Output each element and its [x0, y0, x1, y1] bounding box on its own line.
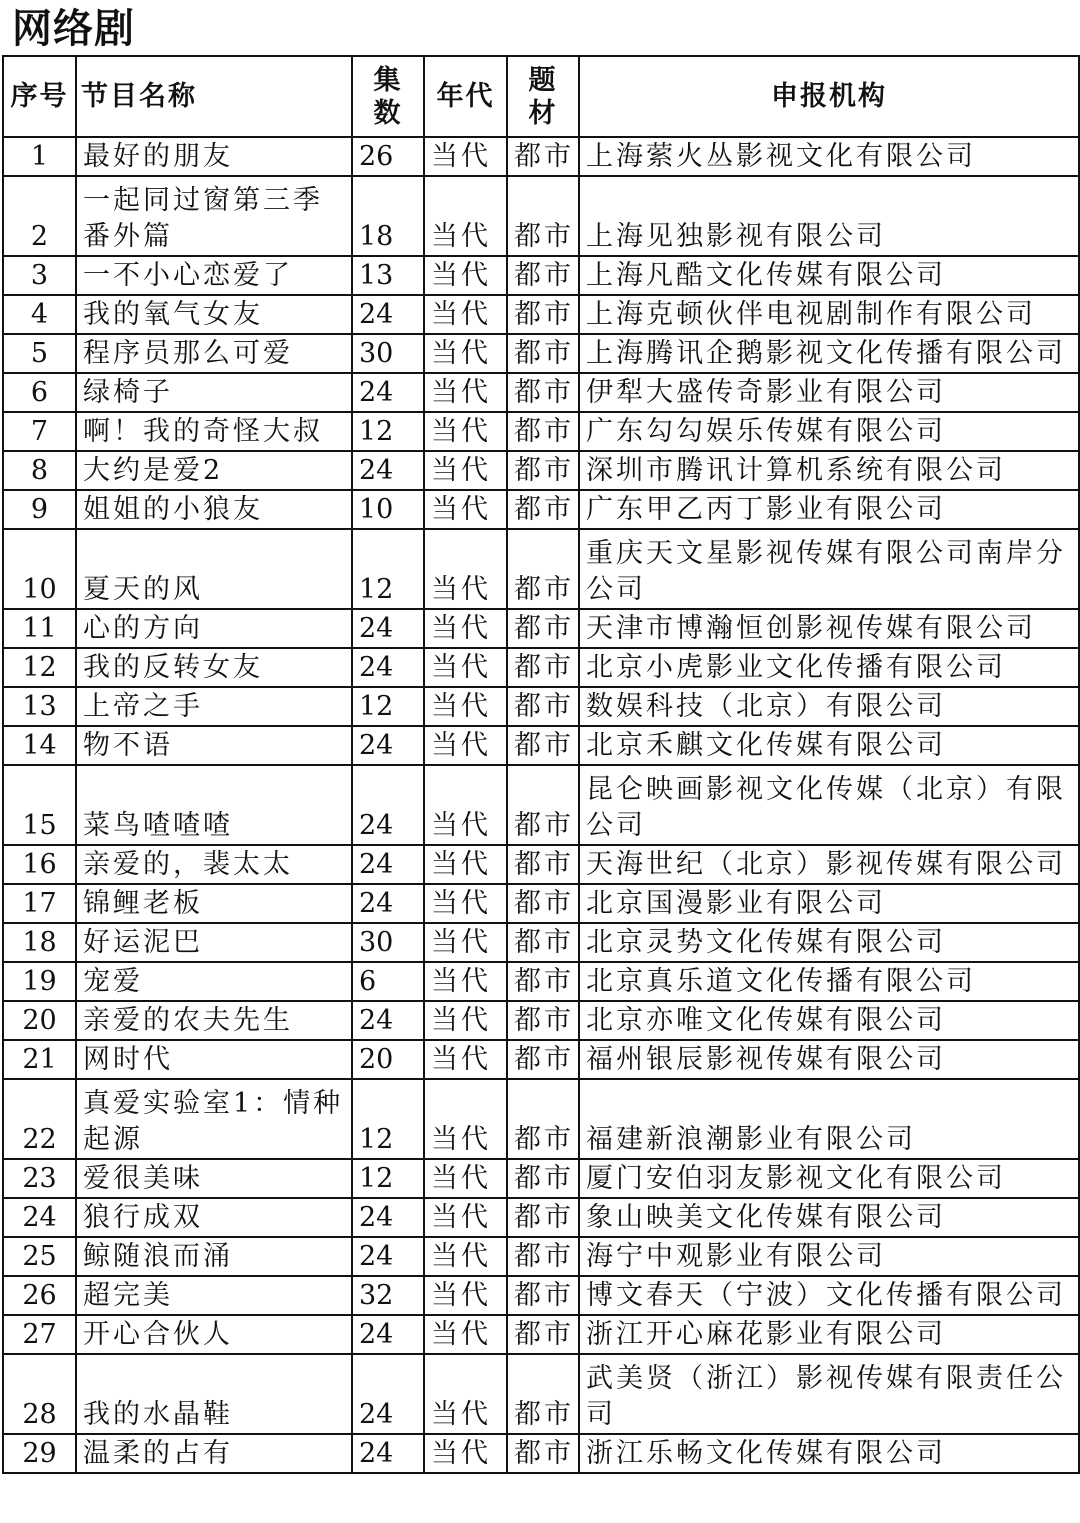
cell-serial: 27 — [3, 1315, 76, 1354]
cell-era: 当代 — [424, 1276, 507, 1315]
table-row — [3, 1040, 1079, 1079]
cell-episodes: 26 — [352, 137, 424, 176]
cell-applicant-org: 深圳市腾讯计算机系统有限公司 — [579, 451, 1079, 490]
table-row — [3, 373, 1079, 412]
cell-applicant-org: 博文春天（宁波）文化传播有限公司 — [579, 1276, 1079, 1315]
cell-serial: 14 — [3, 726, 76, 765]
cell-episodes: 13 — [352, 256, 424, 295]
cell-genre: 都市 — [507, 1001, 579, 1040]
cell-program-name: 宠爱 — [76, 962, 352, 1001]
cell-genre: 都市 — [507, 412, 579, 451]
cell-program-name: 菜鸟喳喳喳 — [76, 765, 352, 845]
page-title: 网络剧 — [12, 6, 135, 52]
cell-episodes: 18 — [352, 176, 424, 256]
cell-applicant-org: 海宁中观影业有限公司 — [579, 1237, 1079, 1276]
cell-program-name: 鲸随浪而涌 — [76, 1237, 352, 1276]
cell-episodes: 24 — [352, 1434, 424, 1473]
cell-program-name: 温柔的占有 — [76, 1434, 352, 1473]
cell-genre: 都市 — [507, 137, 579, 176]
cell-applicant-org: 福建新浪潮影业有限公司 — [579, 1079, 1079, 1159]
cell-program-name: 爱很美味 — [76, 1159, 352, 1198]
table-row — [3, 1198, 1079, 1237]
cell-era: 当代 — [424, 845, 507, 884]
table-row — [3, 1354, 1079, 1434]
header-episodes: 集数 — [352, 56, 424, 137]
table-row — [3, 529, 1079, 609]
cell-applicant-org: 北京亦唯文化传媒有限公司 — [579, 1001, 1079, 1040]
cell-applicant-org: 数娱科技（北京）有限公司 — [579, 687, 1079, 726]
table-row — [3, 334, 1079, 373]
table-row — [3, 687, 1079, 726]
cell-serial: 6 — [3, 373, 76, 412]
cell-serial: 24 — [3, 1198, 76, 1237]
table-row — [3, 295, 1079, 334]
cell-serial: 20 — [3, 1001, 76, 1040]
cell-applicant-org: 伊犁大盛传奇影业有限公司 — [579, 373, 1079, 412]
table-row — [3, 1159, 1079, 1198]
cell-genre: 都市 — [507, 726, 579, 765]
cell-program-name: 真爱实验室1：情种起源 — [76, 1079, 352, 1159]
cell-era: 当代 — [424, 529, 507, 609]
cell-genre: 都市 — [507, 765, 579, 845]
cell-applicant-org: 浙江开心麻花影业有限公司 — [579, 1315, 1079, 1354]
cell-serial: 8 — [3, 451, 76, 490]
cell-episodes: 30 — [352, 334, 424, 373]
cell-serial: 17 — [3, 884, 76, 923]
cell-program-name: 我的反转女友 — [76, 648, 352, 687]
cell-era: 当代 — [424, 373, 507, 412]
cell-program-name: 一不小心恋爱了 — [76, 256, 352, 295]
cell-genre: 都市 — [507, 295, 579, 334]
cell-genre: 都市 — [507, 1198, 579, 1237]
cell-applicant-org: 广东勾勾娱乐传媒有限公司 — [579, 412, 1079, 451]
cell-era: 当代 — [424, 962, 507, 1001]
table-row — [3, 923, 1079, 962]
cell-genre: 都市 — [507, 373, 579, 412]
table-row — [3, 1001, 1079, 1040]
cell-episodes: 10 — [352, 490, 424, 529]
cell-applicant-org: 北京国漫影业有限公司 — [579, 884, 1079, 923]
header-serial: 序号 — [3, 56, 76, 137]
cell-serial: 26 — [3, 1276, 76, 1315]
cell-era: 当代 — [424, 137, 507, 176]
cell-program-name: 大约是爱2 — [76, 451, 352, 490]
cell-era: 当代 — [424, 1237, 507, 1276]
cell-era: 当代 — [424, 1040, 507, 1079]
cell-episodes: 24 — [352, 373, 424, 412]
cell-program-name: 狼行成双 — [76, 1198, 352, 1237]
cell-era: 当代 — [424, 176, 507, 256]
cell-serial: 12 — [3, 648, 76, 687]
header-era: 年代 — [424, 56, 507, 137]
cell-genre: 都市 — [507, 256, 579, 295]
cell-era: 当代 — [424, 1198, 507, 1237]
table-row — [3, 765, 1079, 845]
cell-program-name: 上帝之手 — [76, 687, 352, 726]
cell-serial: 16 — [3, 845, 76, 884]
cell-era: 当代 — [424, 1079, 507, 1159]
cell-era: 当代 — [424, 1315, 507, 1354]
cell-era: 当代 — [424, 1354, 507, 1434]
table-row — [3, 256, 1079, 295]
cell-era: 当代 — [424, 648, 507, 687]
cell-era: 当代 — [424, 726, 507, 765]
table-row — [3, 726, 1079, 765]
cell-episodes: 24 — [352, 648, 424, 687]
cell-genre: 都市 — [507, 962, 579, 1001]
table-row — [3, 176, 1079, 256]
cell-episodes: 20 — [352, 1040, 424, 1079]
cell-serial: 9 — [3, 490, 76, 529]
cell-serial: 25 — [3, 1237, 76, 1276]
cell-episodes: 24 — [352, 1001, 424, 1040]
cell-applicant-org: 厦门安伯羽友影视文化有限公司 — [579, 1159, 1079, 1198]
table-row — [3, 1237, 1079, 1276]
cell-serial: 2 — [3, 176, 76, 256]
cell-program-name: 夏天的风 — [76, 529, 352, 609]
cell-genre: 都市 — [507, 1354, 579, 1434]
cell-program-name: 开心合伙人 — [76, 1315, 352, 1354]
cell-program-name: 亲爱的农夫先生 — [76, 1001, 352, 1040]
cell-era: 当代 — [424, 1159, 507, 1198]
cell-serial: 22 — [3, 1079, 76, 1159]
cell-program-name: 好运泥巴 — [76, 923, 352, 962]
table-row — [3, 451, 1079, 490]
header-applicant-org: 申报机构 — [579, 56, 1079, 137]
table-row — [3, 884, 1079, 923]
cell-genre: 都市 — [507, 923, 579, 962]
cell-era: 当代 — [424, 884, 507, 923]
cell-episodes: 24 — [352, 726, 424, 765]
cell-applicant-org: 上海凡酷文化传媒有限公司 — [579, 256, 1079, 295]
cell-applicant-org: 上海腾讯企鹅影视文化传播有限公司 — [579, 334, 1079, 373]
cell-applicant-org: 武美贤（浙江）影视传媒有限责任公司 — [579, 1354, 1079, 1434]
cell-program-name: 锦鲤老板 — [76, 884, 352, 923]
cell-serial: 11 — [3, 609, 76, 648]
cell-era: 当代 — [424, 609, 507, 648]
cell-serial: 18 — [3, 923, 76, 962]
cell-applicant-org: 重庆天文星影视传媒有限公司南岸分公司 — [579, 529, 1079, 609]
cell-serial: 13 — [3, 687, 76, 726]
cell-serial: 4 — [3, 295, 76, 334]
cell-applicant-org: 北京真乐道文化传播有限公司 — [579, 962, 1079, 1001]
cell-genre: 都市 — [507, 1079, 579, 1159]
program-table — [2, 55, 1080, 1474]
cell-serial: 1 — [3, 137, 76, 176]
cell-genre: 都市 — [507, 845, 579, 884]
cell-era: 当代 — [424, 451, 507, 490]
table-row — [3, 1315, 1079, 1354]
cell-applicant-org: 北京小虎影业文化传播有限公司 — [579, 648, 1079, 687]
cell-episodes: 32 — [352, 1276, 424, 1315]
table-body — [3, 137, 1079, 1473]
cell-genre: 都市 — [507, 1159, 579, 1198]
cell-episodes: 12 — [352, 687, 424, 726]
cell-episodes: 12 — [352, 1159, 424, 1198]
cell-genre: 都市 — [507, 1315, 579, 1354]
table-row — [3, 962, 1079, 1001]
cell-applicant-org: 北京灵势文化传媒有限公司 — [579, 923, 1079, 962]
cell-program-name: 物不语 — [76, 726, 352, 765]
cell-episodes: 24 — [352, 765, 424, 845]
table-row — [3, 412, 1079, 451]
table-row — [3, 845, 1079, 884]
table-row — [3, 1434, 1079, 1473]
table-row — [3, 1276, 1079, 1315]
table-row — [3, 1079, 1079, 1159]
cell-program-name: 绿椅子 — [76, 373, 352, 412]
cell-genre: 都市 — [507, 648, 579, 687]
table-row — [3, 137, 1079, 176]
cell-serial: 28 — [3, 1354, 76, 1434]
cell-era: 当代 — [424, 765, 507, 845]
cell-genre: 都市 — [507, 687, 579, 726]
cell-episodes: 24 — [352, 884, 424, 923]
cell-applicant-org: 上海见独影视有限公司 — [579, 176, 1079, 256]
cell-applicant-org: 上海萦火丛影视文化有限公司 — [579, 137, 1079, 176]
table-row — [3, 490, 1079, 529]
cell-genre: 都市 — [507, 529, 579, 609]
cell-applicant-org: 昆仑映画影视文化传媒（北京）有限公司 — [579, 765, 1079, 845]
cell-genre: 都市 — [507, 490, 579, 529]
cell-episodes: 24 — [352, 1198, 424, 1237]
cell-applicant-org: 广东甲乙丙丁影业有限公司 — [579, 490, 1079, 529]
cell-genre: 都市 — [507, 609, 579, 648]
cell-program-name: 我的水晶鞋 — [76, 1354, 352, 1434]
cell-episodes: 6 — [352, 962, 424, 1001]
cell-episodes: 24 — [352, 609, 424, 648]
cell-era: 当代 — [424, 295, 507, 334]
cell-era: 当代 — [424, 412, 507, 451]
table-row — [3, 609, 1079, 648]
cell-genre: 都市 — [507, 334, 579, 373]
cell-program-name: 一起同过窗第三季番外篇 — [76, 176, 352, 256]
cell-serial: 19 — [3, 962, 76, 1001]
cell-serial: 10 — [3, 529, 76, 609]
cell-episodes: 24 — [352, 1237, 424, 1276]
cell-episodes: 12 — [352, 1079, 424, 1159]
cell-program-name: 网时代 — [76, 1040, 352, 1079]
cell-program-name: 最好的朋友 — [76, 137, 352, 176]
cell-genre: 都市 — [507, 1040, 579, 1079]
cell-era: 当代 — [424, 334, 507, 373]
cell-program-name: 程序员那么可爱 — [76, 334, 352, 373]
cell-era: 当代 — [424, 490, 507, 529]
cell-applicant-org: 上海克顿伙伴电视剧制作有限公司 — [579, 295, 1079, 334]
cell-episodes: 12 — [352, 529, 424, 609]
cell-episodes: 24 — [352, 295, 424, 334]
cell-genre: 都市 — [507, 176, 579, 256]
cell-applicant-org: 福州银辰影视传媒有限公司 — [579, 1040, 1079, 1079]
cell-applicant-org: 浙江乐畅文化传媒有限公司 — [579, 1434, 1079, 1473]
cell-episodes: 30 — [352, 923, 424, 962]
cell-program-name: 我的氧气女友 — [76, 295, 352, 334]
cell-serial: 29 — [3, 1434, 76, 1473]
cell-program-name: 姐姐的小狼友 — [76, 490, 352, 529]
cell-program-name: 心的方向 — [76, 609, 352, 648]
cell-applicant-org: 象山映美文化传媒有限公司 — [579, 1198, 1079, 1237]
cell-applicant-org: 天海世纪（北京）影视传媒有限公司 — [579, 845, 1079, 884]
table-row — [3, 648, 1079, 687]
cell-episodes: 12 — [352, 412, 424, 451]
cell-applicant-org: 天津市博瀚恒创影视传媒有限公司 — [579, 609, 1079, 648]
cell-genre: 都市 — [507, 1276, 579, 1315]
cell-serial: 23 — [3, 1159, 76, 1198]
cell-era: 当代 — [424, 1001, 507, 1040]
cell-episodes: 24 — [352, 845, 424, 884]
cell-era: 当代 — [424, 923, 507, 962]
cell-program-name: 超完美 — [76, 1276, 352, 1315]
cell-applicant-org: 北京禾麒文化传媒有限公司 — [579, 726, 1079, 765]
cell-genre: 都市 — [507, 1434, 579, 1473]
header-genre: 题材 — [507, 56, 579, 137]
cell-serial: 7 — [3, 412, 76, 451]
cell-serial: 3 — [3, 256, 76, 295]
cell-episodes: 24 — [352, 451, 424, 490]
cell-genre: 都市 — [507, 1237, 579, 1276]
cell-program-name: 啊！我的奇怪大叔 — [76, 412, 352, 451]
cell-genre: 都市 — [507, 451, 579, 490]
cell-serial: 5 — [3, 334, 76, 373]
cell-genre: 都市 — [507, 884, 579, 923]
cell-episodes: 24 — [352, 1315, 424, 1354]
cell-serial: 15 — [3, 765, 76, 845]
header-program-name: 节目名称 — [76, 56, 352, 137]
table-header-row — [3, 56, 1079, 137]
cell-serial: 21 — [3, 1040, 76, 1079]
cell-era: 当代 — [424, 687, 507, 726]
cell-episodes: 24 — [352, 1354, 424, 1434]
cell-era: 当代 — [424, 256, 507, 295]
cell-program-name: 亲爱的，裴太太 — [76, 845, 352, 884]
cell-era: 当代 — [424, 1434, 507, 1473]
